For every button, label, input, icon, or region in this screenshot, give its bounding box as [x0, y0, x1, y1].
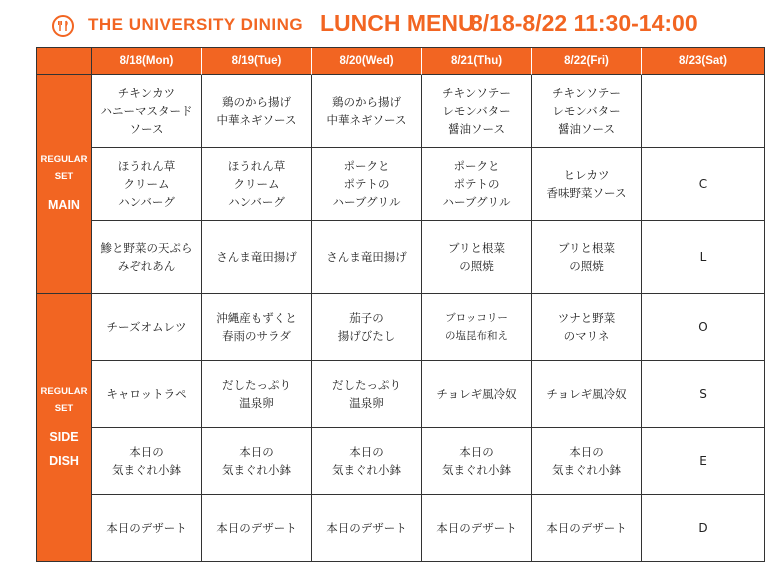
menu-cell: ツナと野菜 のマリネ — [532, 294, 642, 361]
menu-cell: 鯵と野菜の天ぷら みぞれあん — [92, 221, 202, 294]
table-corner — [37, 48, 92, 75]
menu-cell: ブリと根菜 の照焼 — [532, 221, 642, 294]
closed-letter-cell: L — [642, 221, 765, 294]
menu-cell: 鶏のから揚げ 中華ネギソース — [312, 75, 422, 148]
menu-cell: ポークと ポテトの ハーブグリル — [422, 148, 532, 221]
menu-cell: ヒレカツ 香味野菜ソース — [532, 148, 642, 221]
menu-cell: チョレギ風冷奴 — [422, 361, 532, 428]
day-header: 8/18(Mon) — [92, 48, 202, 75]
menu-cell: 本日のデザート — [92, 495, 202, 562]
menu-cell: ほうれん草 クリーム ハンバーグ — [92, 148, 202, 221]
brand-name: THE UNIVERSITY DINING — [88, 15, 304, 34]
section-label-big: MAIN — [48, 198, 80, 212]
menu-cell: 茄子の 揚げびたし — [312, 294, 422, 361]
section-label-main — [37, 75, 92, 294]
fork-knife-logo-icon — [52, 15, 74, 37]
closed-letter-cell: O — [642, 294, 765, 361]
menu-cell: 本日のデザート — [202, 495, 312, 562]
menu-cell: 本日の 気まぐれ小鉢 — [532, 428, 642, 495]
closed-letter-cell: C — [642, 148, 765, 221]
day-header: 8/22(Fri) — [532, 48, 642, 75]
menu-cell: だしたっぷり 温泉卵 — [312, 361, 422, 428]
menu-cell: ポークと ポテトの ハーブグリル — [312, 148, 422, 221]
day-header: 8/21(Thu) — [422, 48, 532, 75]
section-label-small: REGULAR SET — [40, 154, 88, 182]
menu-cell: 本日のデザート — [312, 495, 422, 562]
menu-cell: 本日の 気まぐれ小鉢 — [312, 428, 422, 495]
menu-period: 8/18-8/22 11:30-14:00 — [470, 10, 698, 36]
menu-cell: 本日の 気まぐれ小鉢 — [202, 428, 312, 495]
closed-letter-cell: D — [642, 495, 765, 562]
menu-cell: ブリと根菜 の照焼 — [422, 221, 532, 294]
menu-cell: チーズオムレツ — [92, 294, 202, 361]
menu-cell: チキンカツ ハニーマスタード ソース — [92, 75, 202, 148]
menu-cell: 本日のデザート — [422, 495, 532, 562]
menu-cell: 本日の 気まぐれ小鉢 — [92, 428, 202, 495]
menu-cell: キャロットラペ — [92, 361, 202, 428]
day-header: 8/19(Tue) — [202, 48, 312, 75]
menu-cell: チキンソテー レモンバター 醤油ソース — [422, 75, 532, 148]
menu-cell: 本日の 気まぐれ小鉢 — [422, 428, 532, 495]
closed-letter-cell: S — [642, 361, 765, 428]
menu-cell: だしたっぷり 温泉卵 — [202, 361, 312, 428]
menu-cell: 沖縄産もずくと 春雨のサラダ — [202, 294, 312, 361]
menu-cell: ブロッコリー の塩昆布和え — [422, 294, 532, 361]
day-header: 8/20(Wed) — [312, 48, 422, 75]
section-label-small: REGULAR SET — [40, 385, 88, 414]
menu-table — [36, 47, 765, 562]
section-label-big: SIDE DISH — [49, 429, 79, 468]
section-label-side-dish — [37, 294, 92, 562]
menu-cell: 鶏のから揚げ 中華ネギソース — [202, 75, 312, 148]
header — [0, 0, 768, 46]
menu-cell: さんま竜田揚げ — [202, 221, 312, 294]
menu-cell: さんま竜田揚げ — [312, 221, 422, 294]
menu-cell: 本日のデザート — [532, 495, 642, 562]
menu-cell: チキンソテー レモンバター 醤油ソース — [532, 75, 642, 148]
menu-title: LUNCH MENU — [320, 10, 475, 36]
day-header: 8/23(Sat) — [642, 48, 765, 75]
closed-letter-cell: E — [642, 428, 765, 495]
menu-cell: チョレギ風冷奴 — [532, 361, 642, 428]
menu-cell: ほうれん草 クリーム ハンバーグ — [202, 148, 312, 221]
closed-letter-cell — [642, 75, 765, 148]
